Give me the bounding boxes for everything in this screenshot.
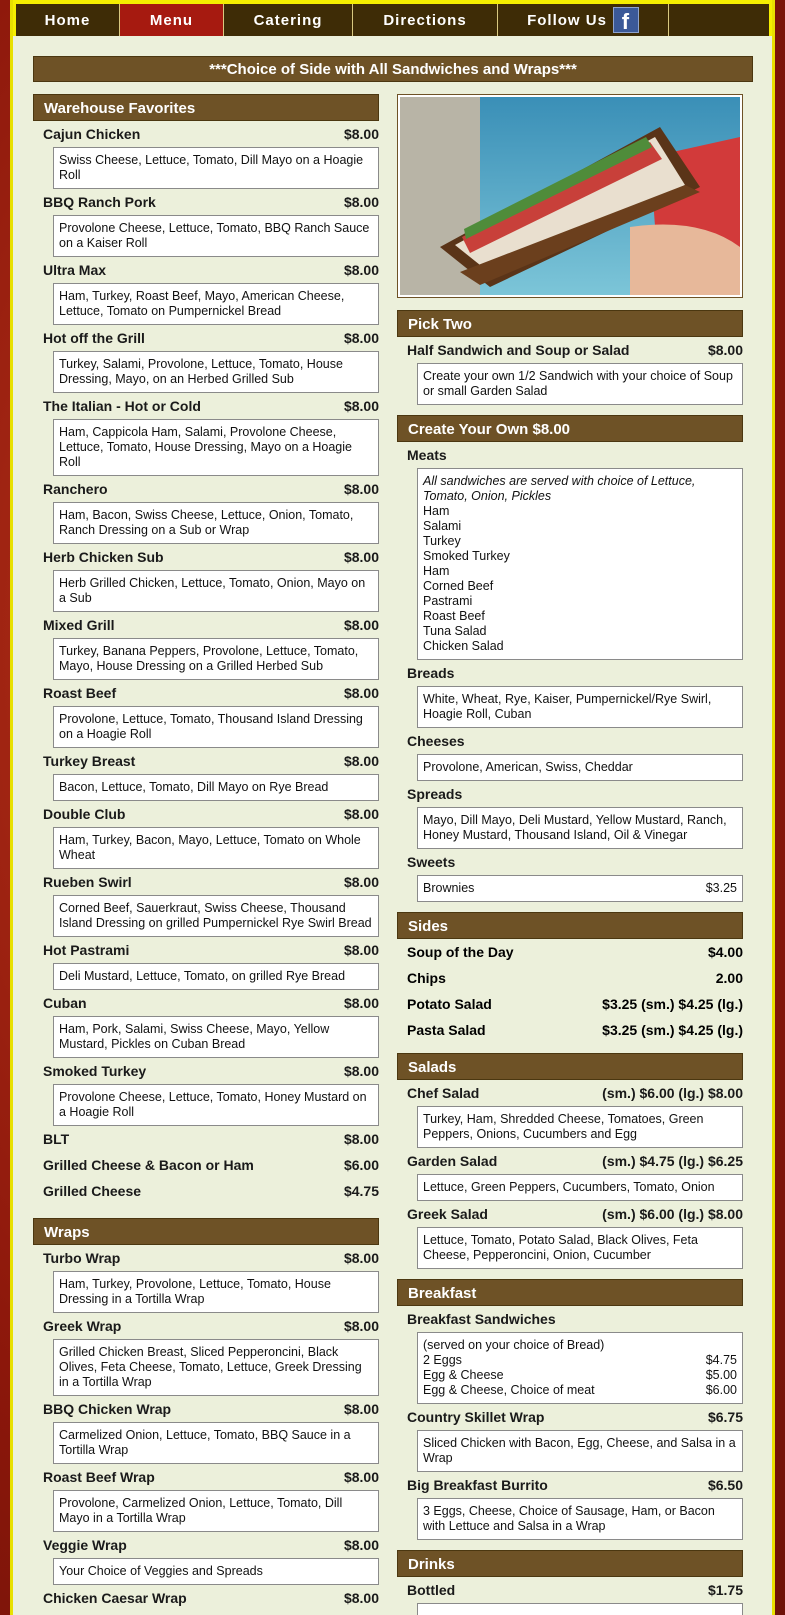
menu-item-price: $8.00 bbox=[343, 617, 379, 633]
menu-item-price: $6.00 bbox=[343, 1157, 379, 1173]
menu-item-row bbox=[33, 1585, 379, 1611]
menu-item-price: $8.00 bbox=[343, 1250, 379, 1266]
sandwich-photo bbox=[397, 94, 743, 298]
top-nav bbox=[13, 0, 772, 36]
page-frame bbox=[10, 0, 775, 1615]
breakfast-sandwich-name: Egg & Cheese, Choice of meat bbox=[423, 1383, 595, 1397]
nav-directions[interactable]: Directions bbox=[353, 4, 498, 36]
menu-item-row bbox=[33, 869, 379, 895]
right-column bbox=[397, 94, 743, 1615]
menu-item-desc: Provolone Cheese, Lettuce, Tomato, BBQ Ranch Sauce on a Kaiser Roll bbox=[53, 215, 379, 257]
section-title-sides: Sides bbox=[397, 912, 743, 939]
breakfast-sandwiches-label: Breakfast Sandwiches bbox=[407, 1311, 556, 1327]
side-price: $4.00 bbox=[707, 944, 743, 960]
menu-item-row bbox=[397, 1201, 743, 1227]
menu-item-row bbox=[33, 544, 379, 570]
menu-item-row bbox=[33, 990, 379, 1016]
menu-item-desc: Provolone, Lettuce, Tomato, Thousand Island Dressing on a Hoagie Roll bbox=[53, 706, 379, 748]
warehouse-list bbox=[33, 121, 379, 1204]
sides-list bbox=[397, 939, 743, 1043]
menu-item-row bbox=[397, 1148, 743, 1174]
menu-item-price: $8.00 bbox=[343, 1590, 379, 1606]
section-title-drinks: Drinks bbox=[397, 1550, 743, 1577]
section-title-salads: Salads bbox=[397, 1053, 743, 1080]
side-name: Soup of the Day bbox=[407, 944, 514, 960]
menu-item-price: $8.00 bbox=[343, 685, 379, 701]
nav-follow-us[interactable] bbox=[498, 4, 669, 36]
menu-item-price: (sm.) $6.00 (lg.) $8.00 bbox=[602, 1206, 743, 1222]
menu-item-name: Bottled bbox=[407, 1582, 456, 1598]
menu-item-desc: Corned Beef, Sauerkraut, Swiss Cheese, Thousand Island Dressing on grilled Pumpernickel Rye Swirl Bread bbox=[53, 895, 379, 937]
meat-item: Tuna Salad bbox=[423, 624, 487, 638]
menu-item-name: Big Breakfast Burrito bbox=[407, 1477, 548, 1493]
menu-item-price: $8.00 bbox=[343, 1318, 379, 1334]
breakfast-sandwiches-box bbox=[417, 1332, 743, 1404]
facebook-icon[interactable]: f bbox=[613, 7, 639, 33]
menu-item-price: $8.00 bbox=[343, 1063, 379, 1079]
meat-item: Roast Beef bbox=[423, 609, 485, 623]
menu-item-row bbox=[33, 1126, 379, 1152]
nav-spacer bbox=[669, 4, 769, 36]
sweets-price: $3.25 bbox=[705, 881, 737, 895]
menu-item-desc: Sliced Chicken with Bacon, Egg, Cheese, and Salsa in a Wrap bbox=[417, 1430, 743, 1472]
menu-item-row bbox=[397, 1080, 743, 1106]
meat-item: Corned Beef bbox=[423, 579, 494, 593]
menu-item-desc: Lettuce, Green Peppers, Cucumbers, Tomato, Onion bbox=[417, 1174, 743, 1201]
section-title-warehouse: Warehouse Favorites bbox=[33, 94, 379, 121]
section-title-create: Create Your Own $8.00 bbox=[397, 415, 743, 442]
menu-item-name: The Italian - Hot or Cold bbox=[43, 398, 201, 414]
spreads-label: Spreads bbox=[407, 786, 463, 802]
menu-item-name: Ranchero bbox=[43, 481, 108, 497]
menu-item-row bbox=[33, 801, 379, 827]
section-title-pick-two: Pick Two bbox=[397, 310, 743, 337]
side-row bbox=[397, 965, 743, 991]
menu-item-row bbox=[33, 1152, 379, 1178]
breakfast-sandwich-price: $6.00 bbox=[705, 1383, 737, 1397]
breakfast-sandwiches-note: (served on your choice of Bread) bbox=[423, 1338, 605, 1352]
menu-item-price: $8.00 bbox=[343, 995, 379, 1011]
sides-banner: ***Choice of Side with All Sandwiches and Wraps*** bbox=[33, 56, 753, 82]
menu-item-name: Smoked Turkey bbox=[43, 1063, 147, 1079]
menu-item-name: Turbo Wrap bbox=[43, 1250, 121, 1266]
nav-menu[interactable]: Menu bbox=[120, 4, 224, 36]
meats-label: Meats bbox=[407, 447, 447, 463]
menu-item-desc: Ham, Turkey, Bacon, Mayo, Lettuce, Tomato on Whole Wheat bbox=[53, 827, 379, 869]
sweets-item: Brownies bbox=[423, 881, 475, 895]
menu-item-desc: Lettuce, Tomato, Potato Salad, Black Olives, Feta Cheese, Pepperoncini, Onion, Cucumber bbox=[417, 1227, 743, 1269]
wraps-list bbox=[33, 1245, 379, 1611]
menu-item-desc: Turkey, Ham, Shredded Cheese, Tomatoes, Green Peppers, Onions, Cucumbers and Egg bbox=[417, 1106, 743, 1148]
nav-bar bbox=[16, 4, 769, 36]
meat-item: Pastrami bbox=[423, 594, 473, 608]
menu-item-desc: Provolone Cheese, Lettuce, Tomato, Honey Mustard on a Hoagie Roll bbox=[53, 1084, 379, 1126]
menu-item-name: Greek Salad bbox=[407, 1206, 488, 1222]
breakfast-sandwich-price: $4.75 bbox=[705, 1353, 737, 1367]
pick-two-row bbox=[397, 337, 743, 363]
menu-item-name: Rueben Swirl bbox=[43, 874, 132, 890]
menu-item-desc: Ham, Cappicola Ham, Salami, Provolone Cheese, Lettuce, Tomato, House Dressing, Mayo on a Hoagie Roll bbox=[53, 419, 379, 476]
meat-item: Smoked Turkey bbox=[423, 549, 510, 563]
menu-item-row bbox=[33, 1396, 379, 1422]
breakfast-sandwich-name: Egg & Cheese bbox=[423, 1368, 504, 1382]
menu-item-row bbox=[33, 1532, 379, 1558]
menu-item-desc: Swiss Cheese, Lettuce, Tomato, Dill Mayo on a Hoagie Roll bbox=[53, 147, 379, 189]
menu-item-price: $8.00 bbox=[343, 1131, 379, 1147]
breakfast-sandwich-list bbox=[423, 1353, 737, 1398]
menu-item-name: Chef Salad bbox=[407, 1085, 480, 1101]
menu-item-desc: Grilled Chicken Breast, Sliced Pepperoncini, Black Olives, Feta Cheese, Tomato, Lettuce, Greek Dressing in a Tortilla Wrap bbox=[53, 1339, 379, 1396]
menu-item-desc: Turkey, Salami, Provolone, Lettuce, Tomato, House Dressing, Mayo, on an Herbed Grilled Sub bbox=[53, 351, 379, 393]
menu-item-desc: Ham, Turkey, Provolone, Lettuce, Tomato, House Dressing in a Tortilla Wrap bbox=[53, 1271, 379, 1313]
meat-item: Ham bbox=[423, 504, 450, 518]
drinks-desc bbox=[417, 1603, 743, 1615]
menu-item-name: Roast Beef Wrap bbox=[43, 1469, 155, 1485]
side-name: Potato Salad bbox=[407, 996, 492, 1012]
menu-item-price: $8.00 bbox=[343, 942, 379, 958]
meat-item: Salami bbox=[423, 519, 462, 533]
menu-item-desc: Your Choice of Veggies and Spreads bbox=[53, 1558, 379, 1585]
menu-item-price: $6.75 bbox=[707, 1409, 743, 1425]
menu-item-row bbox=[33, 1058, 379, 1084]
menu-item-name: Hot off the Grill bbox=[43, 330, 145, 346]
menu-item-price: $8.00 bbox=[343, 398, 379, 414]
menu-item-price: $8.00 bbox=[343, 126, 379, 142]
side-price: 2.00 bbox=[715, 970, 743, 986]
nav-home[interactable]: Home bbox=[16, 4, 120, 36]
menu-item-desc: Deli Mustard, Lettuce, Tomato, on grilled Rye Bread bbox=[53, 963, 379, 990]
menu-item-price: (sm.) $4.75 (lg.) $6.25 bbox=[602, 1153, 743, 1169]
cheeses-desc: Provolone, American, Swiss, Cheddar bbox=[417, 754, 743, 781]
menu-item-price: $8.00 bbox=[343, 874, 379, 890]
menu-item-row bbox=[33, 189, 379, 215]
menu-item-row bbox=[397, 1472, 743, 1498]
menu-item-price: (sm.) $6.00 (lg.) $8.00 bbox=[602, 1085, 743, 1101]
sweets-box bbox=[417, 875, 743, 902]
menu-item-name: Ultra Max bbox=[43, 262, 107, 278]
salads-list bbox=[397, 1080, 743, 1269]
side-name: Pasta Salad bbox=[407, 1022, 486, 1038]
menu-item-name: Cajun Chicken bbox=[43, 126, 141, 142]
menu-item-desc: Ham, Pork, Salami, Swiss Cheese, Mayo, Yellow Mustard, Pickles on Cuban Bread bbox=[53, 1016, 379, 1058]
menu-item-row bbox=[33, 680, 379, 706]
menu-item-desc: Herb Grilled Chicken, Lettuce, Tomato, Onion, Mayo on a Sub bbox=[53, 570, 379, 612]
menu-item-row bbox=[33, 393, 379, 419]
menu-item-desc: Provolone, Carmelized Onion, Lettuce, Tomato, Dill Mayo in a Tortilla Wrap bbox=[53, 1490, 379, 1532]
sandwich-image bbox=[400, 97, 740, 295]
menu-item-row bbox=[33, 1464, 379, 1490]
meats-note: All sandwiches are served with choice of Lettuce, Tomato, Onion, Pickles bbox=[423, 474, 696, 503]
side-price: $3.25 (sm.) $4.25 (lg.) bbox=[602, 996, 743, 1012]
meat-item: Turkey bbox=[423, 534, 461, 548]
side-name: Chips bbox=[407, 970, 446, 986]
menu-item-desc: Carmelized Onion, Lettuce, Tomato, BBQ Sauce in a Tortilla Wrap bbox=[53, 1422, 379, 1464]
menu-item-price: $8.00 bbox=[343, 1469, 379, 1485]
breakfast-sandwich-row bbox=[423, 1383, 737, 1398]
section-title-wraps: Wraps bbox=[33, 1218, 379, 1245]
menu-item-name: Herb Chicken Sub bbox=[43, 549, 164, 565]
breads-desc: White, Wheat, Rye, Kaiser, Pumpernickel/Rye Swirl, Hoagie Roll, Cuban bbox=[417, 686, 743, 728]
menu-item-row bbox=[33, 1245, 379, 1271]
menu-item-row bbox=[33, 121, 379, 147]
menu-item-row bbox=[33, 476, 379, 502]
menu-item-price: $8.00 bbox=[343, 806, 379, 822]
menu-item-price: $8.00 bbox=[343, 1401, 379, 1417]
menu-item-name: Greek Wrap bbox=[43, 1318, 122, 1334]
menu-item-name: Grilled Cheese & Bacon or Ham bbox=[43, 1157, 254, 1173]
side-price: $3.25 (sm.) $4.25 (lg.) bbox=[602, 1022, 743, 1038]
menu-item-name: BBQ Ranch Pork bbox=[43, 194, 156, 210]
menu-item-name: Mixed Grill bbox=[43, 617, 115, 633]
meats-list bbox=[423, 504, 737, 654]
spreads-desc: Mayo, Dill Mayo, Deli Mustard, Yellow Mustard, Ranch, Honey Mustard, Thousand Island, Oil & Vinegar bbox=[417, 807, 743, 849]
menu-item-price: $1.75 bbox=[707, 1582, 743, 1598]
menu-item-desc: Ham, Turkey, Roast Beef, Mayo, American Cheese, Lettuce, Tomato on Pumpernickel Bread bbox=[53, 283, 379, 325]
menu-item-row bbox=[33, 257, 379, 283]
menu-item-name: Veggie Wrap bbox=[43, 1537, 127, 1553]
breakfast-sandwich-name: 2 Eggs bbox=[423, 1353, 462, 1367]
menu-item-row bbox=[33, 325, 379, 351]
breakfast-sandwich-price: $5.00 bbox=[705, 1368, 737, 1382]
menu-item-desc: Turkey, Banana Peppers, Provolone, Lettuce, Tomato, Mayo, House Dressing on a Grilled Herbed Sub bbox=[53, 638, 379, 680]
pick-two-desc: Create your own 1/2 Sandwich with your choice of Soup or small Garden Salad bbox=[417, 363, 743, 405]
breakfast-sandwich-row bbox=[423, 1353, 737, 1368]
side-row bbox=[397, 1017, 743, 1043]
drinks-list bbox=[397, 1577, 743, 1603]
menu-item-row bbox=[33, 612, 379, 638]
meat-item: Ham bbox=[423, 564, 450, 578]
menu-item-name: Cuban bbox=[43, 995, 87, 1011]
nav-catering[interactable]: Catering bbox=[224, 4, 353, 36]
menu-item-name: Chicken Caesar Wrap bbox=[43, 1590, 187, 1606]
menu-item-name: Roast Beef bbox=[43, 685, 117, 701]
menu-item-row bbox=[33, 748, 379, 774]
nav-follow-label: Follow Us bbox=[527, 11, 607, 29]
menu-item-row bbox=[33, 1313, 379, 1339]
menu-item-name: BBQ Chicken Wrap bbox=[43, 1401, 172, 1417]
menu-item-name: Grilled Cheese bbox=[43, 1183, 142, 1199]
side-row bbox=[397, 991, 743, 1017]
cheeses-label: Cheeses bbox=[407, 733, 465, 749]
menu-item-price: $8.00 bbox=[343, 1537, 379, 1553]
menu-item-row bbox=[33, 1178, 379, 1204]
section-title-breakfast: Breakfast bbox=[397, 1279, 743, 1306]
menu-item-name: Turkey Breast bbox=[43, 753, 136, 769]
menu-item-price: $8.00 bbox=[343, 753, 379, 769]
pick-two-name: Half Sandwich and Soup or Salad bbox=[407, 342, 630, 358]
menu-item-name: BLT bbox=[43, 1131, 70, 1147]
menu-item-name: Country Skillet Wrap bbox=[407, 1409, 545, 1425]
breakfast-list bbox=[397, 1404, 743, 1540]
menu-item-desc: Ham, Bacon, Swiss Cheese, Lettuce, Onion, Tomato, Ranch Dressing on a Sub or Wrap bbox=[53, 502, 379, 544]
menu-item-row bbox=[397, 1577, 743, 1603]
breads-label: Breads bbox=[407, 665, 455, 681]
meats-box bbox=[417, 468, 743, 660]
menu-item-price: $8.00 bbox=[343, 549, 379, 565]
left-column bbox=[33, 94, 379, 1611]
meat-item: Chicken Salad bbox=[423, 639, 504, 653]
menu-item-name: Garden Salad bbox=[407, 1153, 498, 1169]
menu-item-desc: 3 Eggs, Cheese, Choice of Sausage, Ham, or Bacon with Lettuce and Salsa in a Wrap bbox=[417, 1498, 743, 1540]
menu-item-name: Double Club bbox=[43, 806, 126, 822]
menu-item-price: $8.00 bbox=[343, 262, 379, 278]
side-row bbox=[397, 939, 743, 965]
sweets-label: Sweets bbox=[407, 854, 456, 870]
menu-item-desc: Bacon, Lettuce, Tomato, Dill Mayo on Rye Bread bbox=[53, 774, 379, 801]
pick-two-price: $8.00 bbox=[707, 342, 743, 358]
menu-item-price: $8.00 bbox=[343, 330, 379, 346]
menu-item-name: Hot Pastrami bbox=[43, 942, 130, 958]
menu-item-price: $4.75 bbox=[343, 1183, 379, 1199]
menu-item-price: $8.00 bbox=[343, 194, 379, 210]
menu-item-price: $8.00 bbox=[343, 481, 379, 497]
breakfast-sandwich-row bbox=[423, 1368, 737, 1383]
menu-item-price: $6.50 bbox=[707, 1477, 743, 1493]
menu-item-row bbox=[397, 1404, 743, 1430]
menu-item-row bbox=[33, 937, 379, 963]
